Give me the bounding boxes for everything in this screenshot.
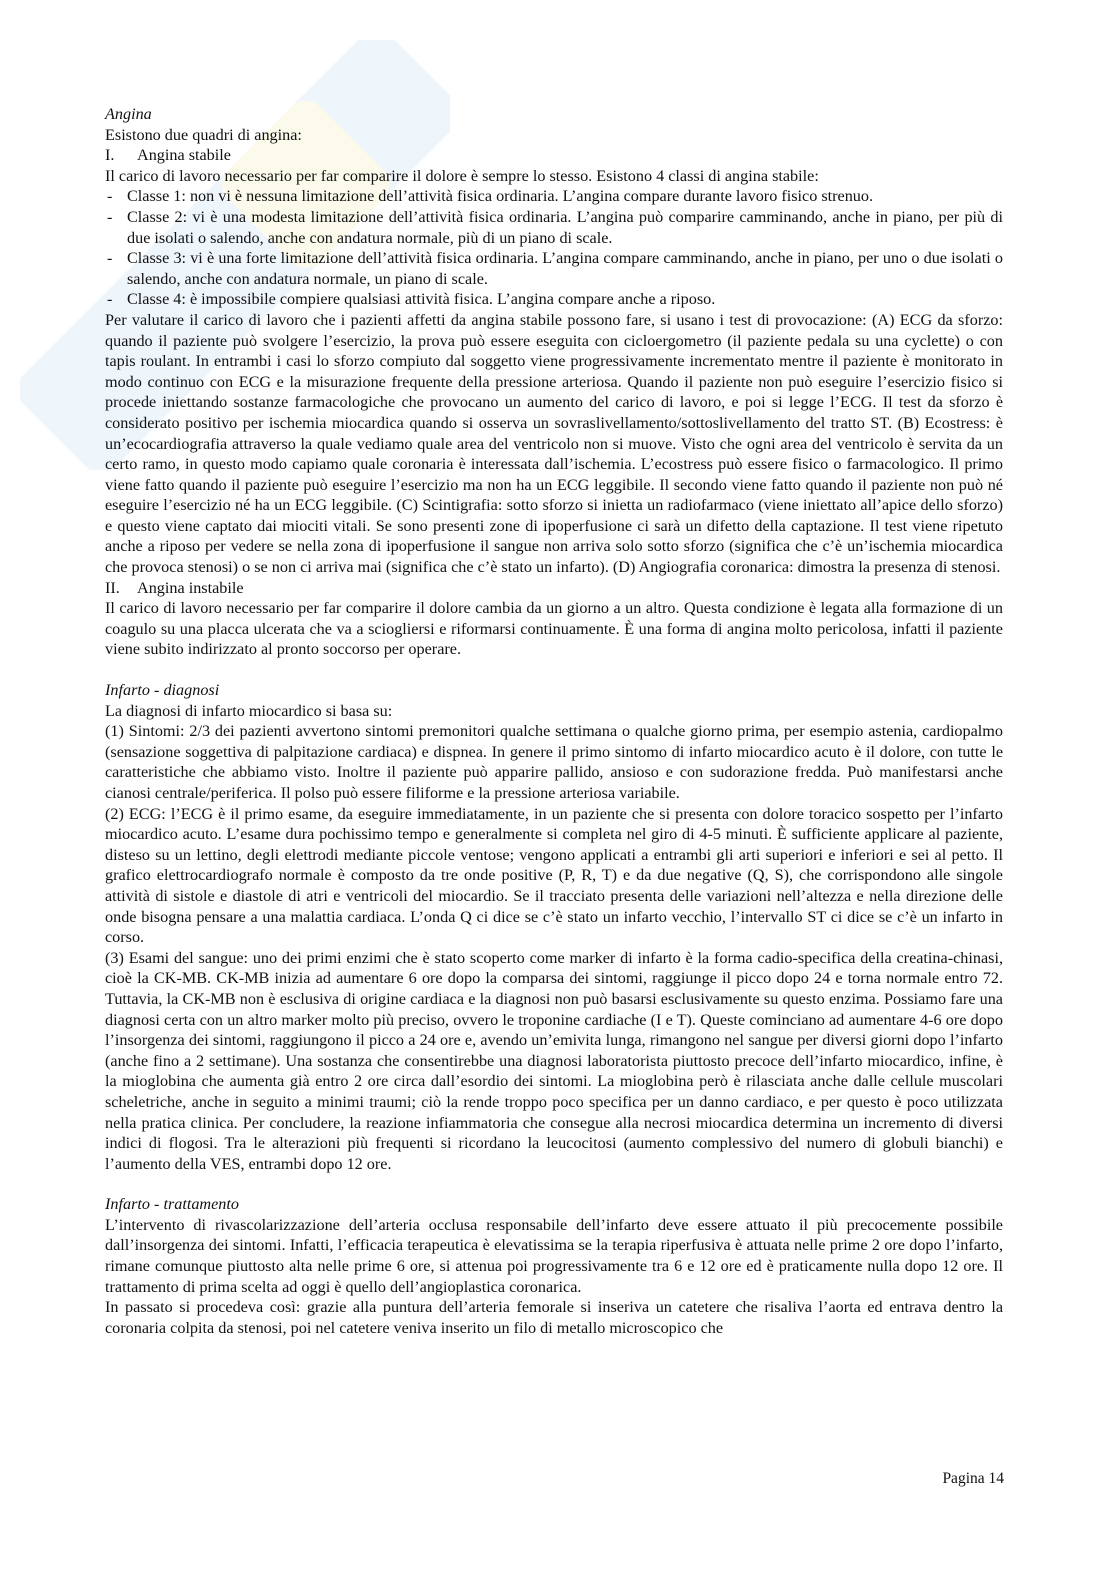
subheading-angina-instabile xyxy=(105,578,1003,599)
document-page xyxy=(105,104,1003,1338)
diagnosi-esami-sangue: (3) Esami del sangue: uno dei primi enzimi che è stato scoperto come marker di infarto è la forma cadio-specifica della creatina-chinasi, cioè la CK-MB. CK-MB inizia ad aumentare 6 ore dopo la comparsa dei sintomi, raggiunge il picco dopo 24 e torna normale entro 72. Tuttavia, la CK-MB non è esclusiva di origine cardiaca e la diagnosi non può basarsi esclusivamente su questo enzima. Possiamo fare una diagnosi certa con un altro marker molto più preciso, ovvero le troponine cardiache (I e T). Queste cominciano ad aumentare 4-6 ore dopo l’insorgenza dei sintomi, raggiungono il picco a 24 ore e, avendo un’emivita lunga, rimangono nel sangue per diversi giorni dopo l’infarto (anche fino a 2 settimane). Una sostanza che consentirebbe una diagnosi laboratorista piuttosto precoce dell’infarto miocardico, infine, è la mioglobina che aumenta già entro 2 ore circa dall’esordio dei sintomi. La mioglobina però è rilasciata anche dalle cellule muscolari scheletriche, anche in seguito a minimi traumi; ciò la rende troppo poco specifica per un danno cardiaco, e per questo è poco utilizzata nella pratica clinica. Per concludere, la reazione infiammatoria che consegue alla necrosi miocardica determina un incremento di diversi indici di flogosi. Tra le alterazioni più frequenti si ricordano la leucocitosi (aumento complessivo del numero di globuli bianchi) e l’aumento della VES, entrambi dopo 12 ore. xyxy=(105,948,1003,1173)
angina-stabile-text: Il carico di lavoro necessario per far comparire il dolore è sempre lo stesso. Esistono 4 classi di angina stabile: xyxy=(105,166,819,185)
roman-numeral: I. xyxy=(105,146,115,165)
heading-infarto-diagnosi: Infarto - diagnosi xyxy=(105,681,220,700)
angina-instabile-text: Il carico di lavoro necessario per far comparire il dolore cambia da un giorno a un altro. Questa condizione è legata alla formazione di un coagulo su una placca ulcerata che va a sciogliersi e riformarsi continuamente. È una forma di angina molto pericolosa, infatti il paziente viene subito indirizzato al pronto soccorso per operare. xyxy=(105,599,1003,659)
list-item: - Classe 1: non vi è nessuna limitazione dell’attività fisica ordinaria. L’angina compare durante lavoro fisico strenuo. xyxy=(105,186,1003,207)
subheading-label: Angina instabile xyxy=(137,578,244,597)
list-item: - Classe 2: vi è una modesta limitazione dell’attività fisica ordinaria. L’angina può comparire camminando, anche in piano, per più di due isolati o salendo, anche con andatura normale, più di un piano di scale. xyxy=(105,207,1003,248)
diagnosi-intro: La diagnosi di infarto miocardico si basa su: xyxy=(105,701,393,720)
heading-infarto-trattamento: Infarto - trattamento xyxy=(105,1195,239,1214)
diagnosi-sintomi: (1) Sintomi: 2/3 dei pazienti avvertono sintomi premonitori qualche settimana o qualche giorno prima, per esempio astenia, cardiopalmo (sensazione soggettiva di palpitazione cardiaca) e dispnea. In genere il primo sintomo di infarto miocardico acuto è il dolore, con tutte le caratteristiche che abbiamo visto. Inoltre il paziente può apparire pallido, ansioso e con sudorazione fredda. Può manifestarsi anche cianosi centrale/periferica. Il polso può essere filiforme e la pressione arteriosa variabile. xyxy=(105,722,1003,802)
trattamento-paragraph-2: In passato si procedeva così: grazie alla puntura dell’arteria femorale si inseriva un catetere che risaliva l’aorta ed entrava dentro la coronaria colpita da stenosi, poi nel catetere veniva inserito un filo di metallo microscopico che xyxy=(105,1298,1003,1337)
diagnosi-ecg: (2) ECG: l’ECG è il primo esame, da eseguire immediatamente, in un paziente che si presenta con dolore toracico sospetto per l’infarto miocardico acuto. L’esame dura pochissimo tempo e generalmente si completa nel giro di 4-5 minuti. È sufficiente applicare al paziente, disteso su un lettino, degli elettrodi mediante piccole ventose; vengono applicati a entrambi gli arti superiori e inferiori e sei al petto. Il grafico elettrocardiografo normale è composto da tre onde positive (P, R, T) e da due negative (Q, S), che corrispondono alle singole attività di sistole e diastole di atri e ventricoli del miocardio. Se il tracciato presenta delle variazioni nell’altezza e nella direzione delle onde bisogna pensare a una malattia cardiaca. L’onda Q ci dice se c’è stato un infarto vecchio, l’intervallo ST ci dice se c’è un infarto in corso. xyxy=(105,804,1003,947)
roman-numeral: II. xyxy=(105,578,120,597)
angina-classes-list xyxy=(105,186,1003,310)
list-item: - Classe 3: vi è una forte limitazione dell’attività fisica ordinaria. L’angina compare camminando, anche in piano, per uno o due isolati o salendo, anche con andatura normale, un piano di scale. xyxy=(105,248,1003,289)
subheading-label: Angina stabile xyxy=(137,146,231,165)
page-number: Pagina 14 xyxy=(942,1470,1004,1487)
section-spacer xyxy=(105,660,1003,680)
list-item: - Classe 4: è impossibile compiere qualsiasi attività fisica. L’angina compare anche a riposo. xyxy=(105,289,1003,310)
subheading-angina-stabile xyxy=(105,145,1003,166)
provocation-tests-paragraph: Per valutare il carico di lavoro che i pazienti affetti da angina stabile possono fare, si usano i test di provocazione: (A) ECG da sforzo: quando il paziente può svolgere l’esercizio, la prova può essere eseguita con cicloergometro (il paziente pedala su una cyclette) o con tapis roulant. In entrambi i casi lo sforzo compiuto dal soggetto viene progressivamente incrementato mentre il paziente è monitorato in modo continuo con ECG e la misurazione frequente della pressione arteriosa. Quando il paziente non può eseguire l’esercizio fisico si procede iniettando sostanze farmacologiche che provocano un aumento del carico di lavoro, e poi si legge l’ECG. Il test da sforzo è considerato positivo per ischemia miocardica quando si osserva un sovraslivellamento/sottoslivellamento del tratto ST. (B) Ecostress: è un’ecocardiografia attraverso la quale vediamo quale area del ventricolo non si muove. Visto che ogni area del ventricolo è servita da un certo ramo, in questo modo capiamo quale coronaria è interessata dall’ischemia. L’ecostress può essere fisico o farmacologico. Il primo viene fatto quando il paziente può eseguire l’esercizio ma non ha un ECG leggibile. Il secondo viene fatto quando il paziente non può né eseguire l’esercizio né ha un ECG leggibile. (C) Scintigrafia: sotto sforzo si inietta un radiofarmaco (viene iniettato all’apice dello sforzo) e questo viene captato dai miociti vitali. Se sono presenti zone di ipoperfusione ci sarà un difetto della captazione. Il test viene ripetuto anche a riposo per vedere se nella zona di ipoperfusione il sangue non arriva solo sotto sforzo (significa che c’è un’ischemia miocardica che provoca stenosi) o se non ci arriva mai (significa che c’è stato un infarto). (D) Angiografia coronarica: dimostra la presenza di stenosi. xyxy=(105,310,1003,577)
angina-intro: Esistono due quadri di angina: xyxy=(105,125,302,144)
trattamento-paragraph-1: L’intervento di rivascolarizzazione dell’arteria occlusa responsabile dell’infarto deve essere attuato il più precocemente possibile dall’insorgenza dei sintomi. Infatti, l’efficacia terapeutica è elevatissima se la terapia riperfusiva è attuata nelle prime 2 ore dopo l’infarto, rimane comunque piuttosto alta nelle prime 6 ore, si attenua poi progressivamente tra 6 e 12 ore ed è praticamente nulla dopo 12 ore. Il trattamento di prima scelta ad oggi è quello dell’angioplastica coronarica. xyxy=(105,1215,1003,1296)
section-spacer xyxy=(105,1174,1003,1194)
heading-angina: Angina xyxy=(105,105,152,123)
